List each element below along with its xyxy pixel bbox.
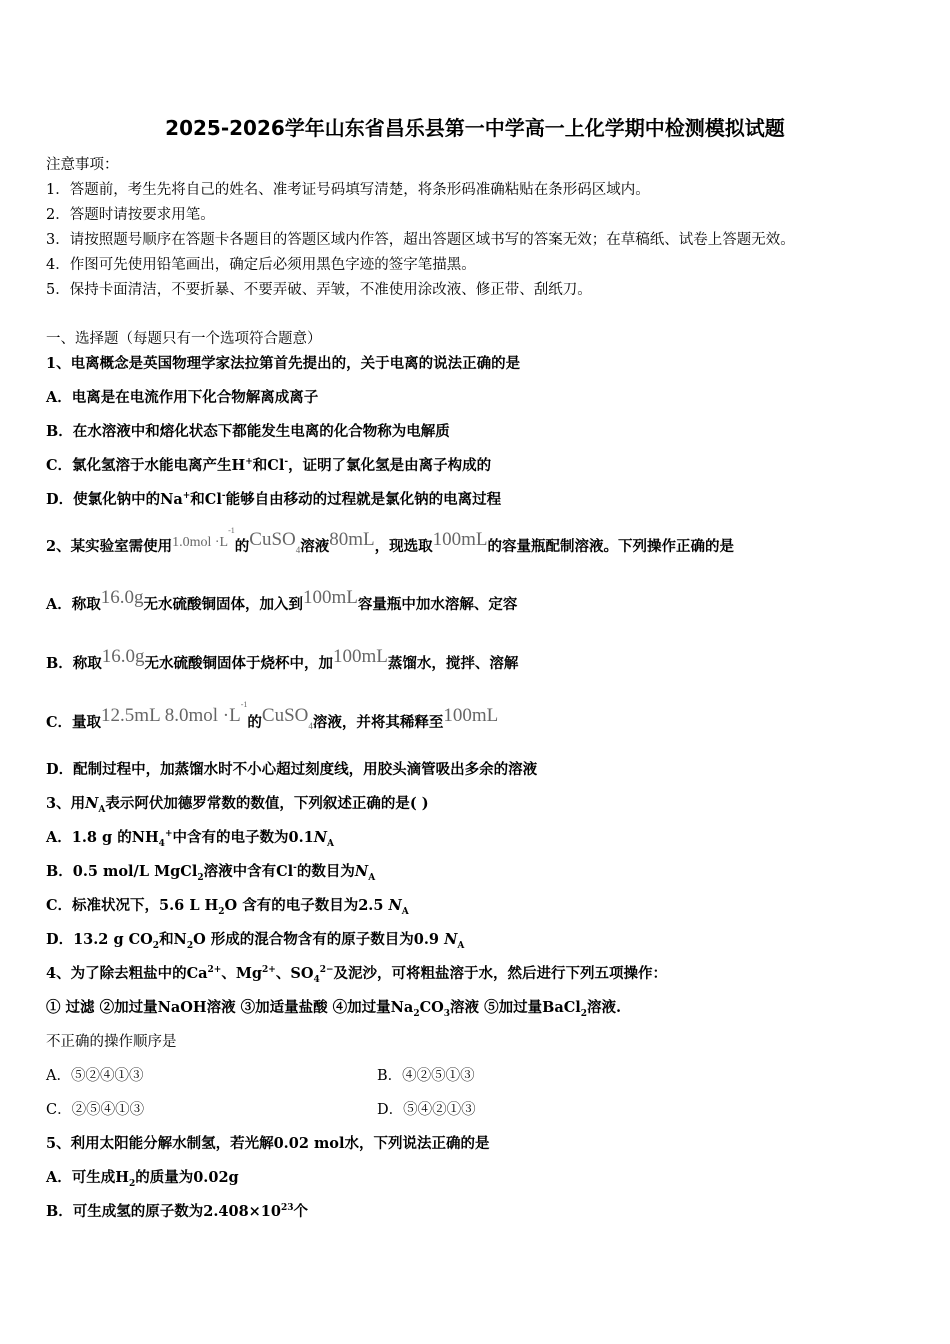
operation-list: ① 过滤 ②加过量NaOH溶液 ③加适量盐酸 ④加过量$Na_2CO_3$溶液 ⑤加过量BaCl$_2$溶液. [46, 999, 622, 1019]
notice-item: 3．请按照题号顺序在答题卡各题目的答题区域内作答，超出答题区域书写的答案无效；在草稿纸、试卷上答题无效。 [46, 232, 795, 248]
option-d: D．⑤④②①③ [377, 1102, 476, 1118]
question-stem: 4、为了除去粗盐中的$Ca^{2+}$、$Mg^{2+}$、$SO_4^{2-}$及泥沙，可将粗盐溶于水，然后进行下列五项操作： [46, 965, 668, 985]
option-b: B．在水溶液中和熔化状态下都能发生电离的化合物称为电解质 [46, 423, 450, 440]
question-stem: 5、利用太阳能分解水制氢，若光解0.02 mol水，下列说法正确的是 [46, 1135, 490, 1152]
option-c: C．②⑤④①③ [46, 1102, 145, 1118]
page-title: 2025-2026学年山东省昌乐县第一中学高一上化学期中检测模拟试题 [165, 116, 785, 140]
option-a: A．⑤②④①③ [46, 1068, 144, 1084]
option-b: B．0.5 mol/L MgCl$_2$溶液中含有Cl-的数目为$N_A$ [46, 863, 376, 883]
question-prompt: 不正确的操作顺序是 [46, 1034, 177, 1050]
option-c: C．氯化氢溶于水能电离产生H+和Cl-，证明了氯化氢是由离子构成的 [46, 457, 492, 474]
option-b: B．④②⑤①③ [377, 1068, 475, 1084]
option-d: D．配制过程中，加蒸馏水时不小心超过刻度线，用胶头滴管吸出多余的溶液 [46, 761, 538, 778]
option-c: C．标准状况下，5.6 L $H_2O$ 含有的电子数目为2.5 $N_A$ [46, 897, 409, 917]
notice-item: 2．答题时请按要求用笔。 [46, 207, 215, 223]
option-b: B．称取16.0g无水硫酸铜固体于烧杯中，加100mL蒸馏水，搅拌、溶解 [46, 646, 519, 672]
option-a: A．称取16.0g无水硫酸铜固体，加入到100mL容量瓶中加水溶解、定容 [46, 587, 518, 613]
notice-heading: 注意事项： [46, 157, 119, 173]
option-b: B．可生成氢的原子数为$2.408\times 10^{23}$个 [46, 1203, 309, 1220]
question-stem: 1、电离概念是英国物理学家法拉第首先提出的，关于电离的说法正确的是 [46, 355, 521, 372]
notice-item: 5．保持卡面清洁，不要折暴、不要弄破、弄皱，不准使用涂改液、修正带、刮纸刀。 [46, 282, 592, 298]
option-a: A．可生成$H_2$的质量为0.02g [46, 1169, 239, 1189]
option-c: C．量取12.5mL $8.0mol \cdot L^{-1}$的CuSO$_4$溶液，并将其稀释至100mL [46, 700, 499, 731]
option-a: A．1.8 g 的$NH_4^+$中含有的电子数为$0.1N_A$ [46, 829, 334, 849]
option-a: A．电离是在电流作用下化合物解离成离子 [46, 389, 319, 406]
section-heading: 一、选择题（每题只有一个选项符合题意） [46, 331, 322, 347]
notice-item: 1．答题前，考生先将自己的姓名、准考证号码填写清楚，将条形码准确粘贴在条形码区域内。 [46, 182, 650, 198]
question-stem: 3、用$N_A$表示阿伏加德罗常数的数值，下列叙述正确的是( ) [46, 795, 429, 815]
question-stem: 2、某实验室需使用$1.0mol \cdot L^{-1}$的CuSO$_4$溶液80mL，现选取100mL的容量瓶配制溶液。下列操作正确的是 [46, 526, 735, 555]
option-d: D．使氯化钠中的Na+和Cl-能够自由移动的过程就是氯化钠的电离过程 [46, 491, 502, 508]
notice-item: 4．作图可先使用铅笔画出，确定后必须用黑色字迹的签字笔描黑。 [46, 257, 476, 273]
option-d: D．13.2 g $CO_2$和$N_2O$ 形成的混合物含有的原子数目为0.9 $N_A$ [46, 931, 465, 951]
